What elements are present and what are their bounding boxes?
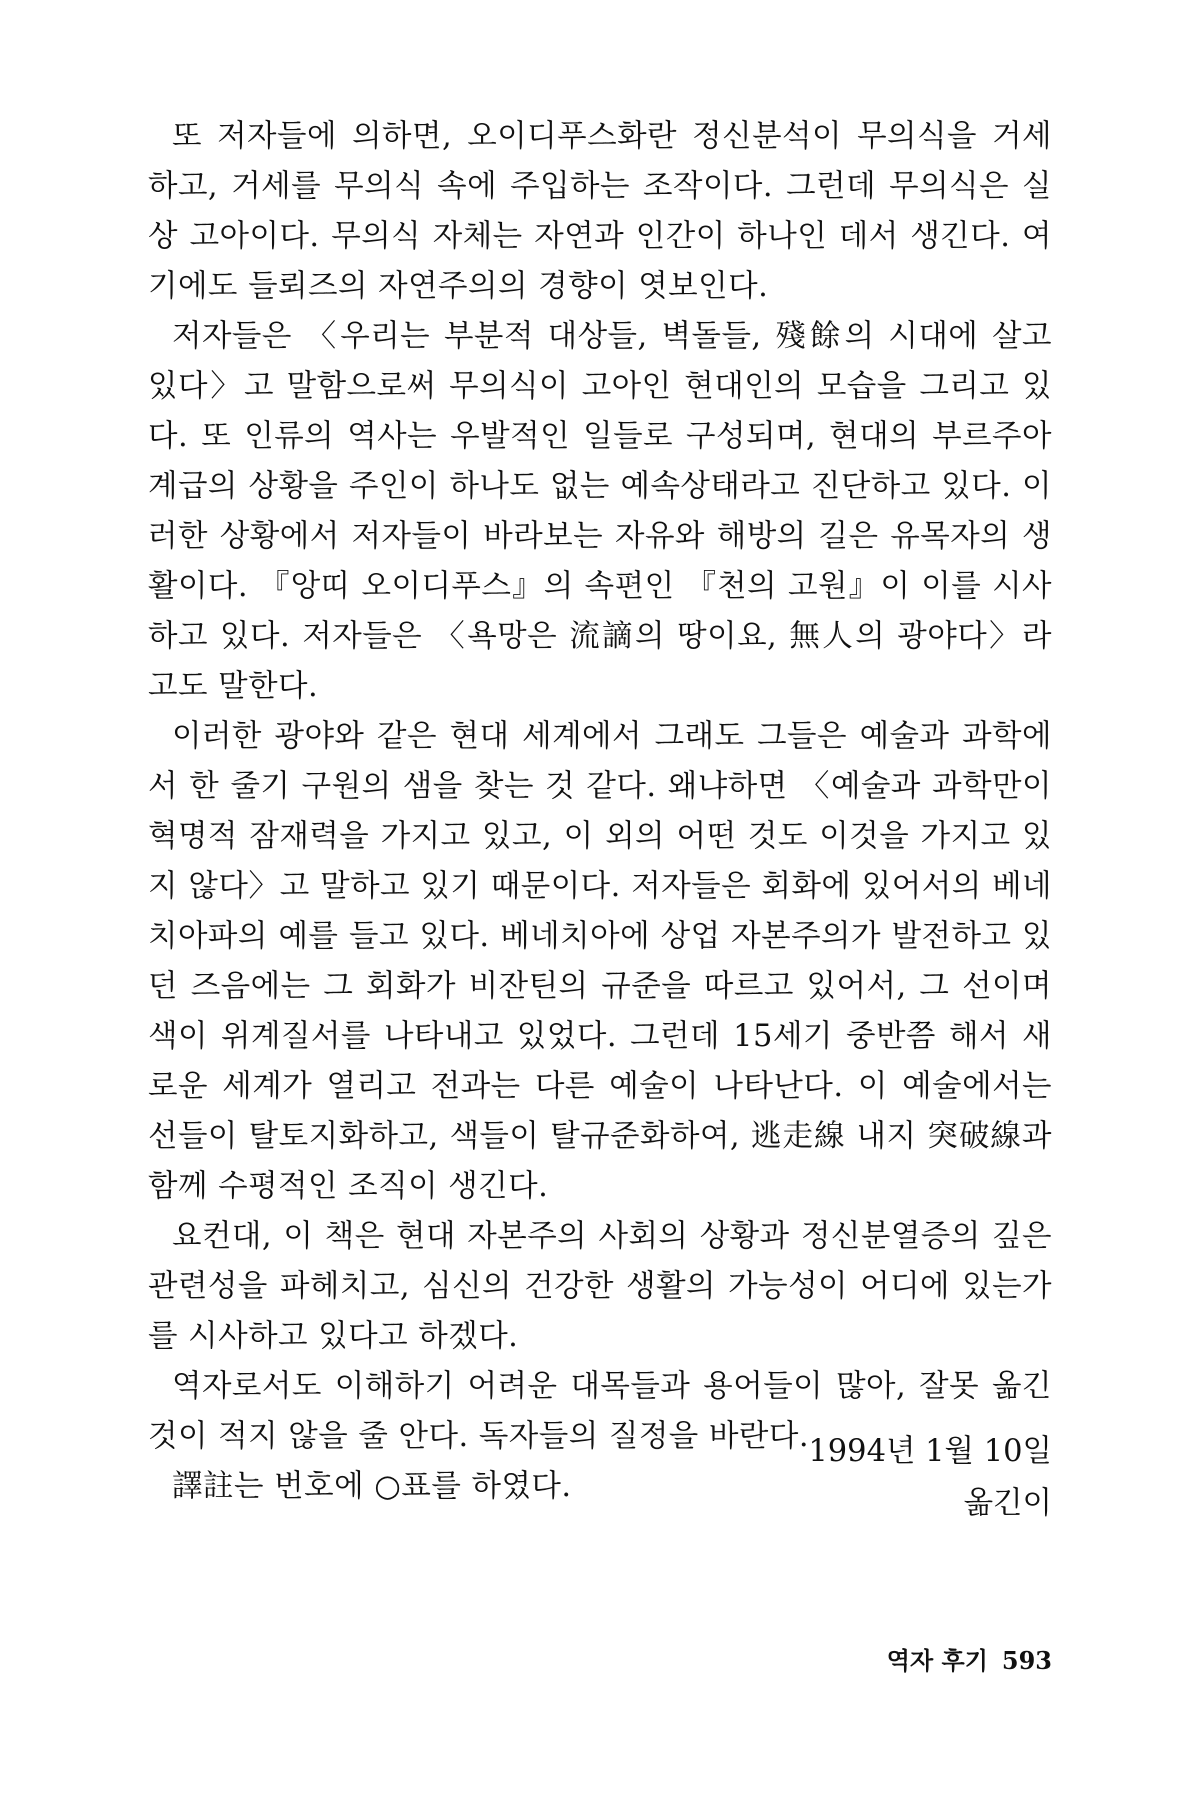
- paragraph: 역자로서도 이해하기 어려운 대목들과 용어들이 많아, 잘못 옮긴 것이 적지 않을 줄 안다. 독자들의 질정을 바란다.: [148, 1369, 1052, 1454]
- page-number: 593: [1001, 1646, 1052, 1675]
- signature-author: 옮긴이: [963, 1486, 1052, 1521]
- page-footer: [887, 1646, 1052, 1676]
- afterword-body: [148, 112, 1052, 1512]
- paragraph: 요컨대, 이 책은 현대 자본주의 사회의 상황과 정신분열증의 깊은 관련성을 파헤치고, 심신의 건강한 생활의 가능성이 어디에 있는가를 시사하고 있다고 하겠다.: [148, 1219, 1052, 1354]
- book-page: [148, 112, 1052, 1732]
- paragraph: 이러한 광야와 같은 현대 세계에서 그래도 그들은 예술과 과학에서 한 줄기 구원의 샘을 찾는 것 같다. 왜냐하면 〈예술과 과학만이 혁명적 잠재력을 가지고 있고, 이 외의 어떤 것도 이것을 가지고 있지 않다〉고 말하고 있기 때문이다. 저자들은 회화에 있어서의 베네치아파의 예를 들고 있다. 베네치아에 상업 자본주의가 발전하고 있던 즈음에는 그 회화가 비잔틴의 규준을 따르고 있어서, 그 선이며 색이 위계질서를 나타내고 있었다. 그런데 15세기 중반쯤 해서 새로운 세계가 열리고 전과는 다른 예술이 나타난다. 이 예술에서는 선들이 탈토지화하고, 색들이 탈규준화하여, 逃走線 내지 突破線과 함께 수평적인 조직이 생긴다.: [148, 719, 1052, 1204]
- signature-date: 1994년 1월 10일: [808, 1434, 1052, 1469]
- signature-block: [808, 1426, 1052, 1530]
- paragraph: 譯註는 번호에 ○표를 하였다.: [172, 1469, 572, 1504]
- paragraph: 또 저자들에 의하면, 오이디푸스화란 정신분석이 무의식을 거세하고, 거세를 무의식 속에 주입하는 조작이다. 그런데 무의식은 실상 고아이다. 무의식 자체는 자연과 인간이 하나인 데서 생긴다. 여기에도 들뢰즈의 자연주의의 경향이 엿보인다.: [148, 119, 1052, 304]
- paragraph: 저자들은 〈우리는 부분적 대상들, 벽돌들, 殘餘의 시대에 살고 있다〉고 말함으로써 무의식이 고아인 현대인의 모습을 그리고 있다. 또 인류의 역사는 우발적인 일들로 구성되며, 현대의 부르주아 계급의 상황을 주인이 하나도 없는 예속상태라고 진단하고 있다. 이러한 상황에서 저자들이 바라보는 자유와 해방의 길은 유목자의 생활이다. 『앙띠 오이디푸스』의 속편인 『천의 고원』이 이를 시사하고 있다. 저자들은 〈욕망은 流謫의 땅이요, 無人의 광야다〉라고도 말한다.: [148, 319, 1052, 704]
- running-title: 역자 후기: [886, 1646, 988, 1675]
